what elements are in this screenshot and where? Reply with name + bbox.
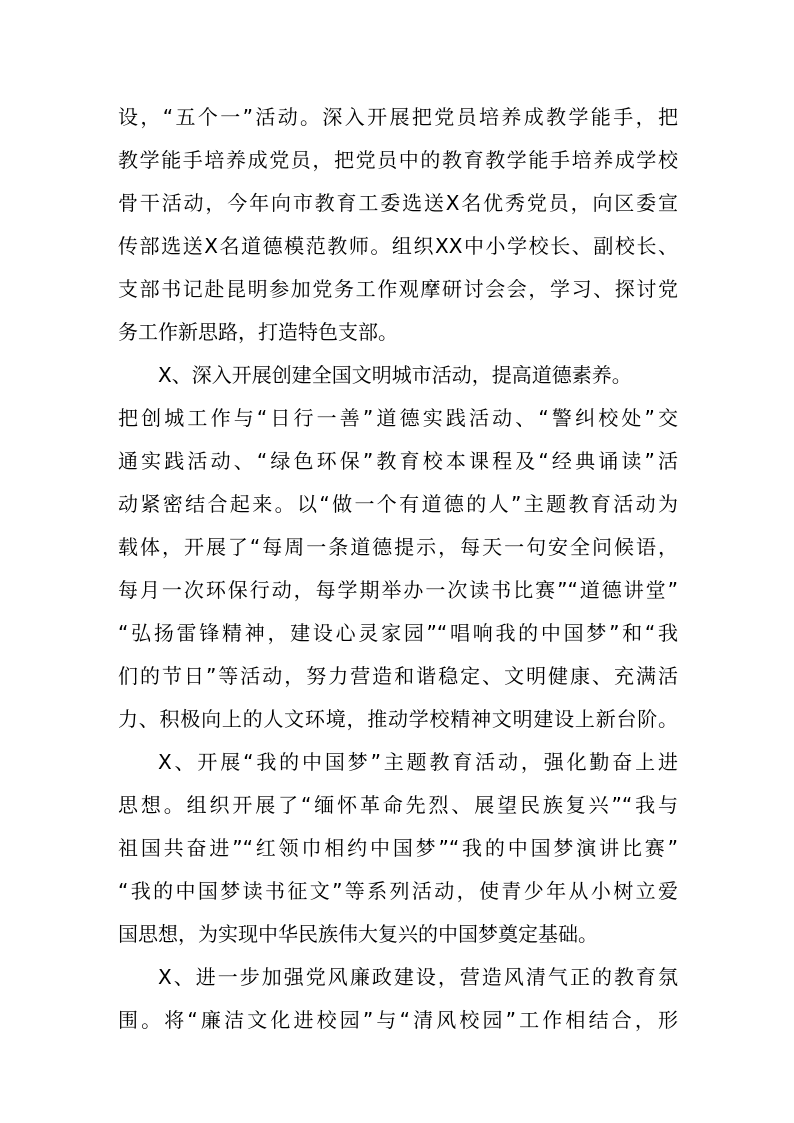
text-line: 力、积极向上的人文环境，推动学校精神文明建设上新台阶。	[118, 707, 678, 731]
paragraph-heading-line: X、开展“我的中国梦”主题教育活动，强化勤奋上进	[158, 750, 678, 774]
text-line: 通实践活动、“绿色环保”教育校本课程及“经典诵读”活	[118, 449, 678, 473]
text-line: 把创城工作与“日行一善”道德实践活动、“警纠校处”交	[118, 406, 678, 430]
text-line: 每月一次环保行动，每学期举办一次读书比赛”“道德讲堂”	[118, 578, 678, 602]
text-line: 们的节日”等活动，努力营造和谐稳定、文明健康、充满活	[118, 664, 678, 688]
text-line: 围。将“廉洁文化进校园”与“清风校园”工作相结合，形	[118, 1008, 678, 1032]
text-line: 传部选送X名道德模范教师。组织XX中小学校长、副校长、	[118, 234, 678, 258]
text-line: 载体，开展了“每周一条道德提示，每天一句安全问候语，	[118, 535, 678, 559]
text-line: 动紧密结合起来。以“做一个有道德的人”主题教育活动为	[118, 492, 678, 516]
text-line: 国思想，为实现中华民族伟大复兴的中国梦奠定基础。	[118, 922, 598, 946]
text-line: “我的中国梦读书征文”等系列活动，使青少年从小树立爱	[118, 879, 678, 903]
text-line: “弘扬雷锋精神，建设心灵家园”“唱响我的中国梦”和“我	[118, 621, 678, 645]
text-line: 设，“五个一”活动。深入开展把党员培养成教学能手，把	[118, 105, 678, 129]
text-line: 思想。组织开展了“缅怀革命先烈、展望民族复兴”“我与	[118, 793, 678, 817]
text-line: 骨干活动，今年向市教育工委选送X名优秀党员，向区委宣	[118, 191, 678, 215]
text-line: 教学能手培养成党员，把党员中的教育教学能手培养成学校	[118, 148, 678, 172]
text-line: 支部书记赴昆明参加党务工作观摩研讨会会，学习、探讨党	[118, 277, 678, 301]
text-line: 祖国共奋进”“红领巾相约中国梦”“我的中国梦演讲比赛”	[118, 836, 678, 860]
paragraph-heading-line: X、深入开展创建全国文明城市活动，提高道德素养。	[158, 363, 632, 387]
paragraph-heading-line: X、进一步加强党风廉政建设，营造风清气正的教育氛	[158, 965, 678, 989]
text-line: 务工作新思路，打造特色支部。	[118, 320, 398, 344]
